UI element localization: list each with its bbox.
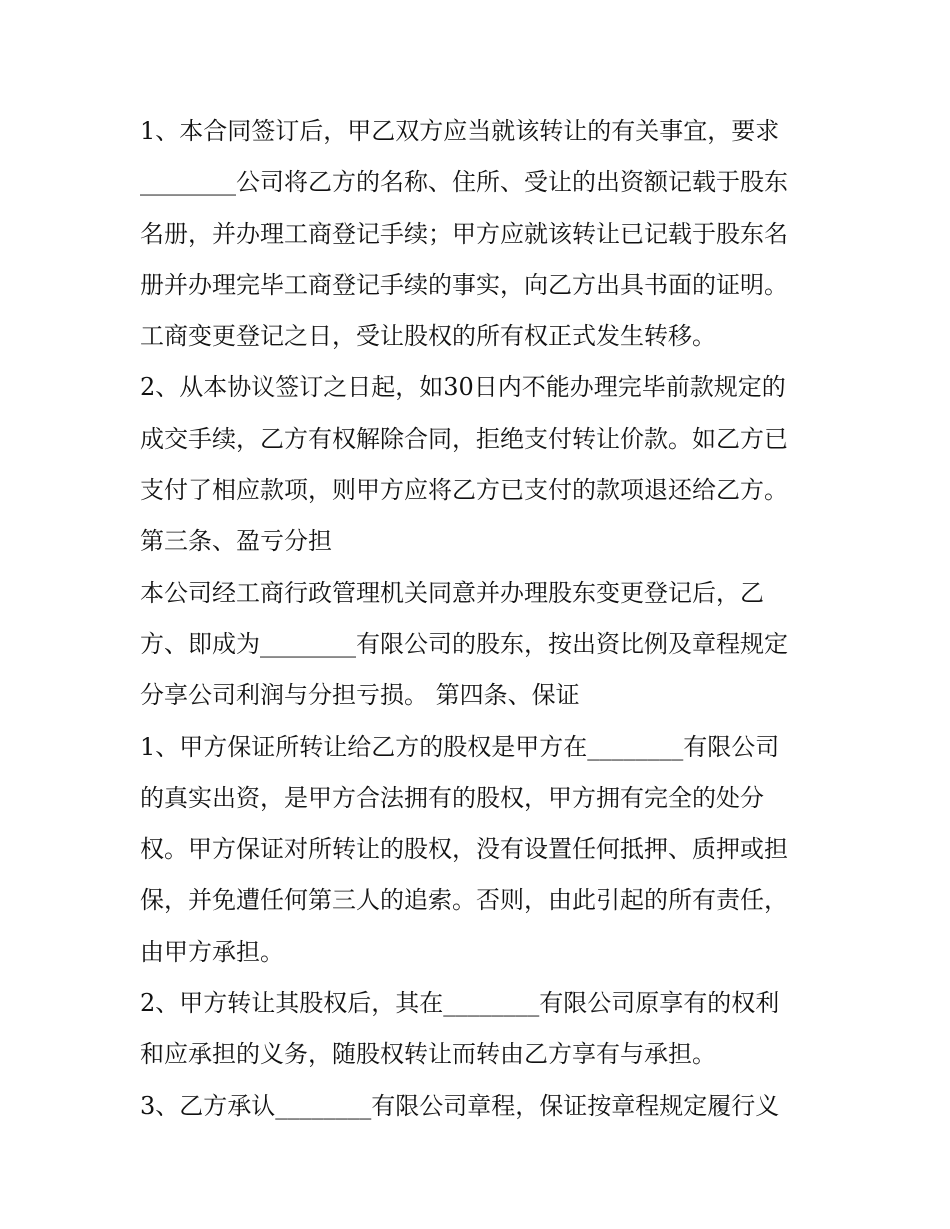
text-line: 权。甲方保证对所转让的股权，没有设置任何抵押、质押或担 — [140, 835, 788, 864]
section-heading: 第三条、盈亏分担 — [140, 527, 332, 556]
text-line: 支付了相应款项，则甲方应将乙方已支付的款项退还给乙方。 — [140, 476, 788, 505]
text-line: 由甲方承担。 — [140, 937, 284, 966]
text-line: 工商变更登记之日，受让股权的所有权正式发生转移。 — [140, 322, 716, 351]
contract-text — [140, 106, 820, 1132]
text-line: ________公司将乙方的名称、住所、受让的出资额记载于股东 — [140, 168, 788, 197]
text-line: 的真实出资，是甲方合法拥有的股权，甲方拥有完全的处分 — [140, 783, 764, 812]
text-line: 方、即成为________有限公司的股东，按出资比例及章程规定 — [140, 629, 788, 658]
text-line: 保，并免遭任何第三人的追索。否则，由此引起的所有责任， — [140, 886, 788, 915]
text-line: 2、从本协议签订之日起，如30日内不能办理完毕前款规定的 — [140, 373, 786, 402]
text-line: 1、甲方保证所转让给乙方的股权是甲方在________有限公司 — [140, 732, 780, 761]
text-line: 名册，并办理工商登记手续；甲方应就该转让已记载于股东名 — [140, 219, 788, 248]
text-line: 2、甲方转让其股权后，其在________有限公司原享有的权利 — [140, 989, 780, 1018]
text-line: 本公司经工商行政管理机关同意并办理股东变更登记后，乙 — [140, 578, 764, 607]
text-line: 和应承担的义务，随股权转让而转由乙方享有与承担。 — [140, 1040, 716, 1069]
text-line: 分享公司利润与分担亏损。 第四条、保证 — [140, 681, 580, 710]
text-line: 册并办理完毕工商登记手续的事实，向乙方出具书面的证明。 — [140, 270, 788, 299]
text-line: 成交手续，乙方有权解除合同，拒绝支付转让价款。如乙方已 — [140, 424, 788, 453]
text-line: 1、本合同签订后，甲乙双方应当就该转让的有关事宜，要求 — [140, 117, 780, 145]
text-line: 3、乙方承认________有限公司章程，保证按章程规定履行义 — [140, 1091, 780, 1120]
